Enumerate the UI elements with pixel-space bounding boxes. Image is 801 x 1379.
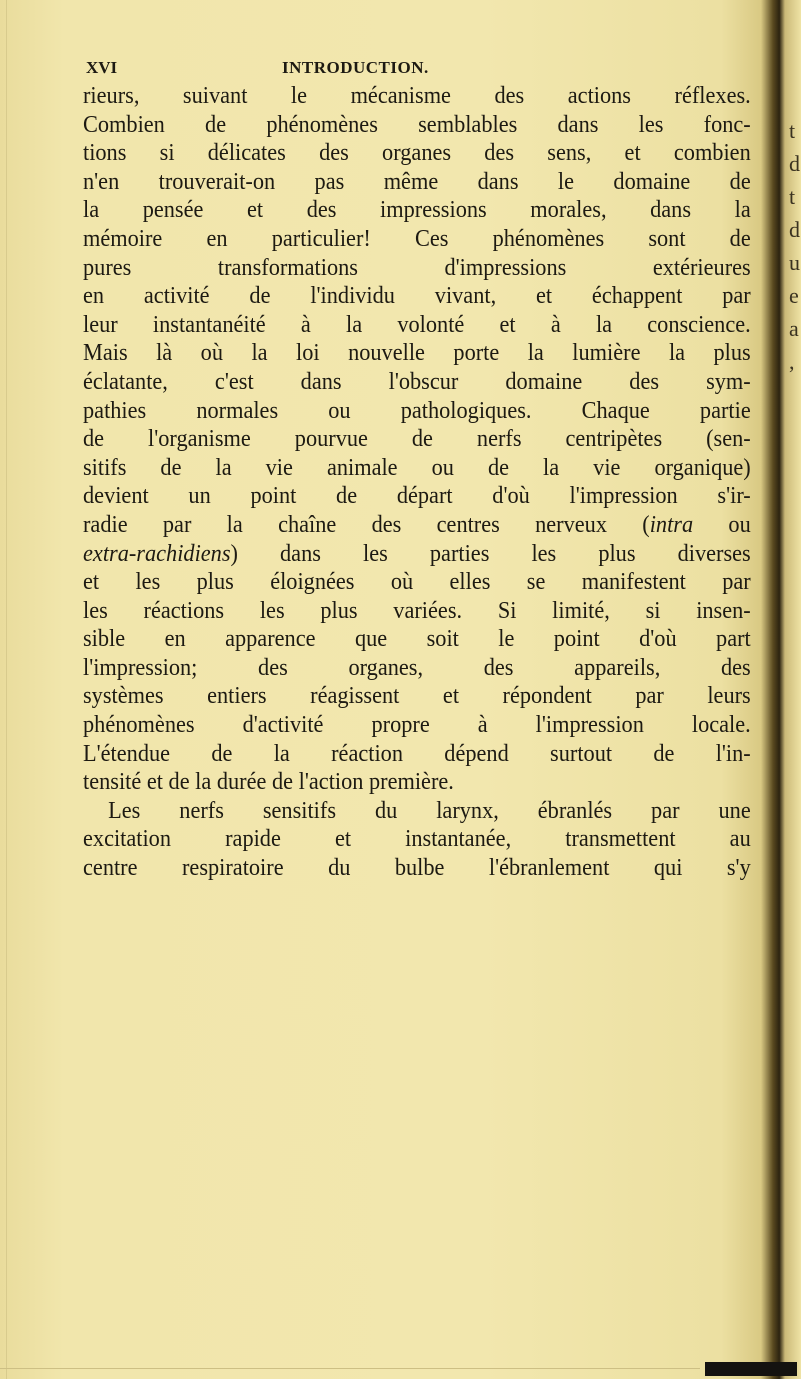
running-title: INTRODUCTION. xyxy=(282,58,429,77)
text-segment: Les nerfs sensitifs du larynx, ébranlés par une xyxy=(108,797,751,824)
text-line xyxy=(83,740,751,769)
text-segment: pures transformations d'impressions extérieures xyxy=(83,254,751,281)
bleed-letter: d xyxy=(789,151,800,176)
text-segment: Mais là où la loi nouvelle porte la lumière la plus xyxy=(83,340,751,367)
page-header xyxy=(86,58,746,82)
text-line xyxy=(83,797,751,826)
text-line xyxy=(83,768,751,797)
text-segment: tensité et de la durée de l'action première. xyxy=(83,769,454,796)
bleed-letter: t xyxy=(789,118,796,143)
text-line xyxy=(83,654,751,683)
text-line xyxy=(83,625,751,654)
text-segment: systèmes entiers réagissent et répondent par leurs xyxy=(83,683,751,710)
text-segment: de l'organisme pourvue de nerfs centripètes (sen- xyxy=(83,426,751,453)
text-line xyxy=(83,540,751,569)
text-line xyxy=(83,425,751,454)
text-line xyxy=(83,854,751,883)
text-line xyxy=(83,139,751,168)
text-segment: centre respiratoire du bulbe l'ébranlement qui s'y xyxy=(83,855,751,882)
bleed-letter: , xyxy=(789,349,795,374)
text-line xyxy=(83,597,751,626)
text-line xyxy=(83,511,751,540)
text-segment: éclatante, c'est dans l'obscur domaine des sym- xyxy=(83,368,751,395)
text-segment: leur instantanéité à la volonté et à la conscience. xyxy=(83,311,751,338)
page-bottom-edge xyxy=(0,1368,700,1369)
text-line xyxy=(83,254,751,283)
text-segment: n'en trouverait-on pas même dans le domaine de xyxy=(83,168,751,195)
text-segment: radie par la chaîne des centres nerveux ( xyxy=(83,511,650,538)
text-line xyxy=(83,196,751,225)
text-line xyxy=(83,711,751,740)
text-line xyxy=(83,368,751,397)
italic-text: extra-rachidiens xyxy=(83,540,231,567)
bleed-letter: u xyxy=(789,250,800,275)
binding-shadow xyxy=(705,1362,797,1376)
text-segment: rieurs, suivant le mécanisme des actions réflexes. xyxy=(83,83,751,109)
text-line xyxy=(83,454,751,483)
text-line xyxy=(83,311,751,340)
text-segment: phénomènes d'activité propre à l'impression locale. xyxy=(83,712,751,739)
text-segment: et les plus éloignées où elles se manifestent par xyxy=(83,569,751,596)
text-segment: l'impression; des organes, des appareils, des xyxy=(83,654,751,681)
text-line xyxy=(83,168,751,197)
bleed-letter: e xyxy=(789,283,799,308)
text-line xyxy=(83,482,751,511)
text-segment: tions si délicates des organes des sens, et combien xyxy=(83,140,751,167)
bleed-letter: d xyxy=(789,217,800,242)
text-segment: devient un point de départ d'où l'impression s'ir- xyxy=(83,483,751,510)
text-segment: excitation rapide et instantanée, transmettent au xyxy=(83,826,751,853)
text-segment: en activité de l'individu vivant, et échappent par xyxy=(83,283,751,310)
italic-text: intra xyxy=(649,511,694,538)
text-line xyxy=(83,825,751,854)
text-line xyxy=(83,82,751,111)
page-edge xyxy=(6,0,7,1379)
text-line xyxy=(83,225,751,254)
text-line xyxy=(83,339,751,368)
text-segment: Combien de phénomènes semblables dans les fonc- xyxy=(83,111,751,138)
bleed-letter: t xyxy=(789,184,796,209)
body-text xyxy=(83,82,751,883)
text-segment: sible en apparence que soit le point d'où part xyxy=(83,626,751,653)
text-segment: sitifs de la vie animale ou de la vie organique) xyxy=(83,454,751,481)
text-line xyxy=(83,282,751,311)
text-line xyxy=(83,111,751,140)
text-line xyxy=(83,568,751,597)
text-segment: L'étendue de la réaction dépend surtout de l'in- xyxy=(83,740,751,767)
bleed-letter: a xyxy=(789,316,799,341)
text-segment: la pensée et des impressions morales, dans la xyxy=(83,197,751,224)
page-number: XVI xyxy=(86,58,118,77)
text-segment: pathies normales ou pathologiques. Chaque partie xyxy=(83,397,751,424)
text-segment: ou xyxy=(693,511,751,538)
text-line xyxy=(83,397,751,426)
text-segment: ) dans les parties les plus diverses xyxy=(230,540,751,567)
text-segment: mémoire en particulier! Ces phénomènes sont de xyxy=(83,225,751,252)
text-segment: les réactions les plus variées. Si limité, si insen- xyxy=(83,597,751,624)
text-line xyxy=(83,682,751,711)
